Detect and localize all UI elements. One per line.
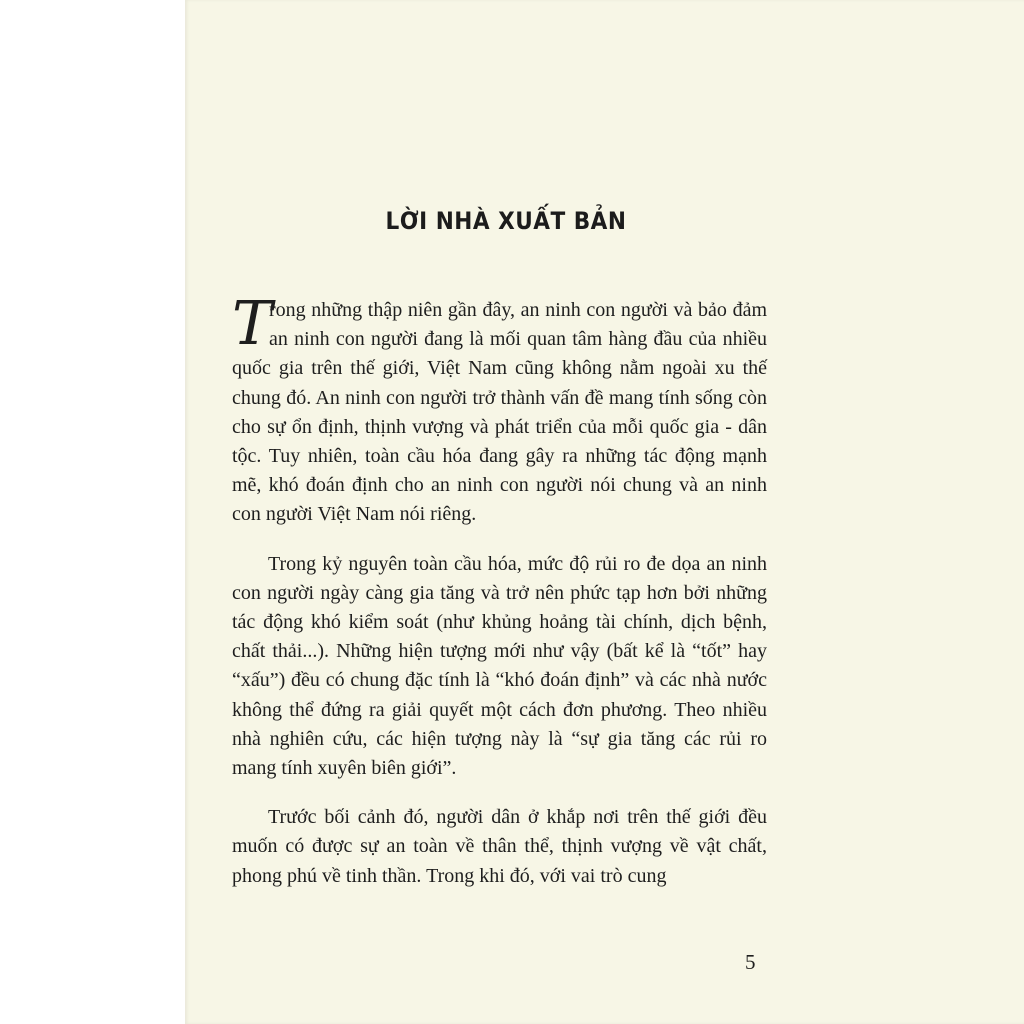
page-heading: LỜI NHÀ XUẤT BẢN bbox=[385, 207, 627, 235]
paragraph-3: Trước bối cảnh đó, người dân ở khắp nơi trên thế giới đều muốn có được sự an toàn về thân thể, thịnh vượng về vật chất, phong phú về tinh thần. Trong khi đó, với vai trò cung bbox=[232, 806, 767, 887]
page-number: 5 bbox=[745, 950, 756, 974]
paragraph-2: Trong kỷ nguyên toàn cầu hóa, mức độ rủi ro đe dọa an ninh con người ngày càng gia tăng và trở nên phức tạp hơn bởi những tác động khó kiểm soát (như khủng hoảng tài chính, dịch bệnh, chất thải...). Những hiện tượng mới như vậy (bất kể là “tốt” hay “xấu”) đều có chung đặc tính là “khó đoán định” và các nhà nước không thể đứng ra giải quyết một cách đơn phương. Theo nhiều nhà nghiên cứu, các hiện tượng này là “sự gia tăng các rủi ro mang tính xuyên biên giới”. bbox=[232, 552, 767, 780]
body-text bbox=[232, 289, 767, 891]
paragraph-1 bbox=[232, 289, 767, 530]
paragraph-1-text: rong những thập niên gần đây, an ninh con người và bảo đảm an ninh con người đang là mối quan tâm hàng đầu của nhiều quốc gia trên thế giới, Việt Nam cũng không nằm ngoài xu thế chung đó. An ninh con người trở thành vấn đề mang tính sống còn cho sự ổn định, thịnh vượng và phát triển của mỗi quốc gia - dân tộc. Tuy nhiên, toàn cầu hóa đang gây ra những tác động mạnh mẽ, khó đoán định cho an ninh con người nói chung và an ninh con người Việt Nam nói riêng. bbox=[232, 299, 767, 526]
drop-cap: T bbox=[232, 289, 273, 359]
left-margin bbox=[0, 0, 185, 1024]
